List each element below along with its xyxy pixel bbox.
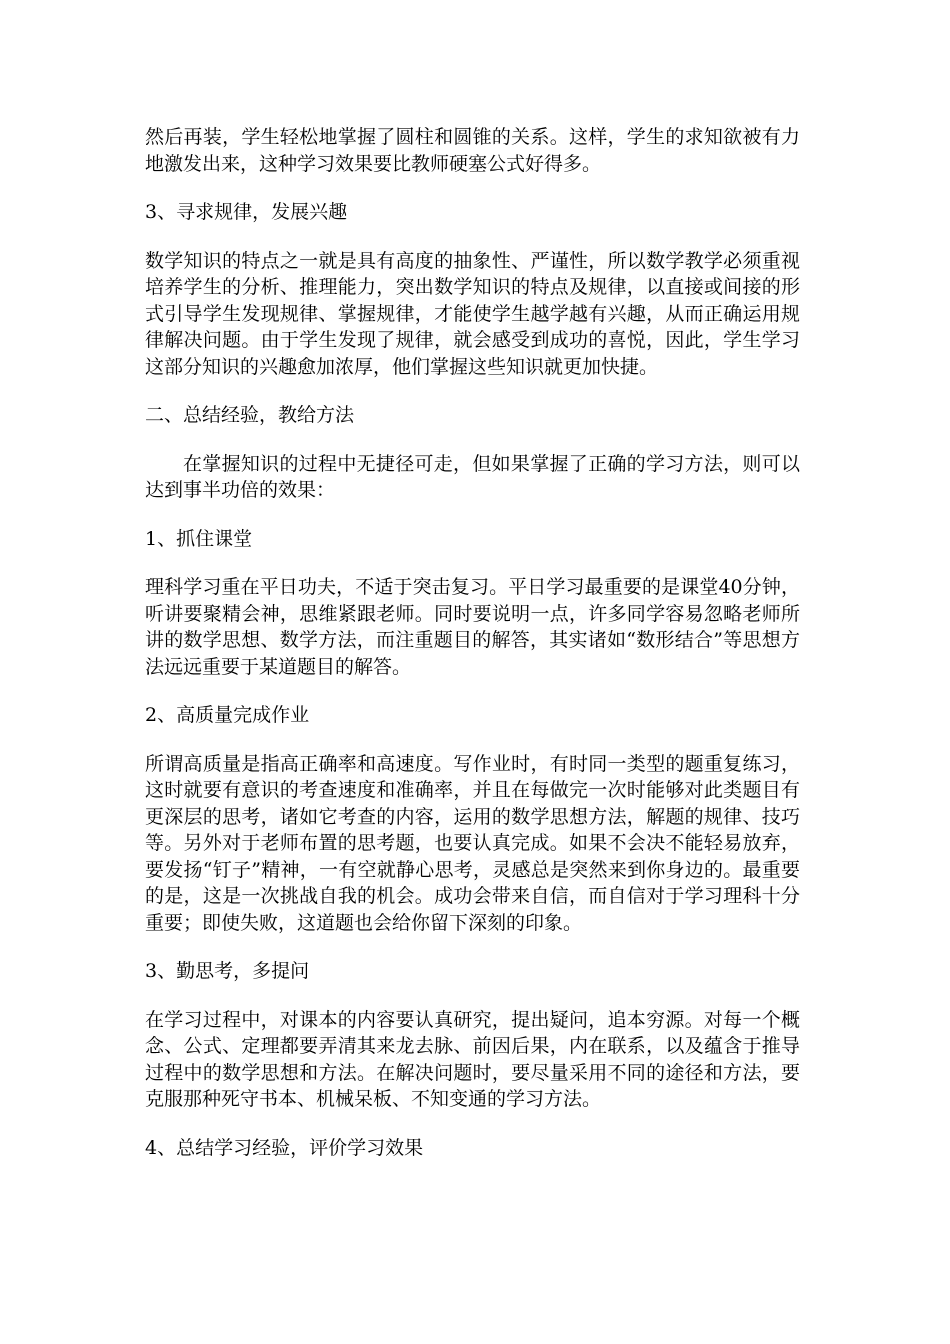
heading-seek-patterns: 3、寻求规律，发展兴趣 bbox=[145, 201, 348, 223]
paragraph-homework: 所谓高质量是指高正确率和高速度。写作业时，有时同一类型的题重复练习，这时就要有意识的考查速度和准确率，并且在每做完一次时能够对此类题目有更深层的思考，诸如它考查的内容，运用的数学思想方法，解题的规律、技巧等。另外对于老师布置的思考题，也要认真完成。如果不会决不能轻易放弃，要发扬“钉子”精神，一有空就静心思考，灵感总是突然来到你身边的。最重要的是，这是一次挑战自我的机会。成功会带来自信，而自信对于学习理科十分重要；即使失败，这道题也会给你留下深刻的印象。 bbox=[145, 752, 800, 934]
paragraph-think-ask: 在学习过程中，对课本的内容要认真研究，提出疑问，追本穷源。对每一个概念、公式、定理都要弄清其来龙去脉、前因后果，内在联系，以及蕴含于推导过程中的数学思想和方法。在解决问题时，要尽量采用不同的途径和方法，要克服那种死守书本、机械呆板、不知变通的学习方法。 bbox=[145, 1008, 800, 1110]
heading-summarize-evaluate: 4、总结学习经验，评价学习效果 bbox=[145, 1136, 424, 1159]
spacer bbox=[145, 729, 800, 751]
document-page bbox=[145, 124, 800, 1161]
heading-grasp-classroom: 1、抓住课堂 bbox=[145, 527, 253, 550]
paragraph-math-characteristics: 数学知识的特点之一就是具有高度的抽象性、严谨性，所以数学教学必须重视培养学生的分析、推理能力，突出数学知识的特点及规律，以直接或间接的形式引导学生发现规律、掌握规律，才能使学生越学越有兴趣，从而正确运用规律解决问题。由于学生发现了规律，就会感受到成功的喜悦，因此，学生学习这部分知识的兴趣愈加浓厚，他们掌握这些知识就更加快捷。 bbox=[145, 249, 800, 378]
spacer bbox=[145, 552, 800, 574]
paragraph-classroom: 理科学习重在平日功夫，不适于突击复习。平日学习最重要的是课堂40分钟，听讲要聚精会神，思维紧跟老师。同时要说明一点，许多同学容易忽略老师所讲的数学思想、数学方法，而注重题目的解答，其实诸如“数形结合”等思想方法远远重要于某道题目的解答。 bbox=[145, 576, 800, 678]
spacer bbox=[145, 429, 800, 451]
heading-homework-quality: 2、高质量完成作业 bbox=[145, 704, 310, 726]
spacer bbox=[145, 177, 800, 199]
paragraph-cylinder-cone: 然后再装，学生轻松地掌握了圆柱和圆锥的关系。这样，学生的求知欲被有力地激发出来，这种学习效果要比教师硬塞公式好得多。 bbox=[145, 126, 800, 175]
spacer bbox=[145, 680, 800, 702]
spacer bbox=[145, 1113, 800, 1135]
heading-summarize-experience: 二、总结经验，教给方法 bbox=[145, 404, 355, 426]
spacer bbox=[145, 504, 800, 526]
spacer bbox=[145, 985, 800, 1007]
heading-think-ask: 3、勤思考，多提问 bbox=[145, 960, 310, 982]
spacer bbox=[145, 380, 800, 402]
spacer bbox=[145, 936, 800, 958]
spacer bbox=[145, 226, 800, 248]
paragraph-learning-method: 在掌握知识的过程中无捷径可走，但如果掌握了正确的学习方法，则可以达到事半功倍的效果： bbox=[145, 452, 800, 501]
